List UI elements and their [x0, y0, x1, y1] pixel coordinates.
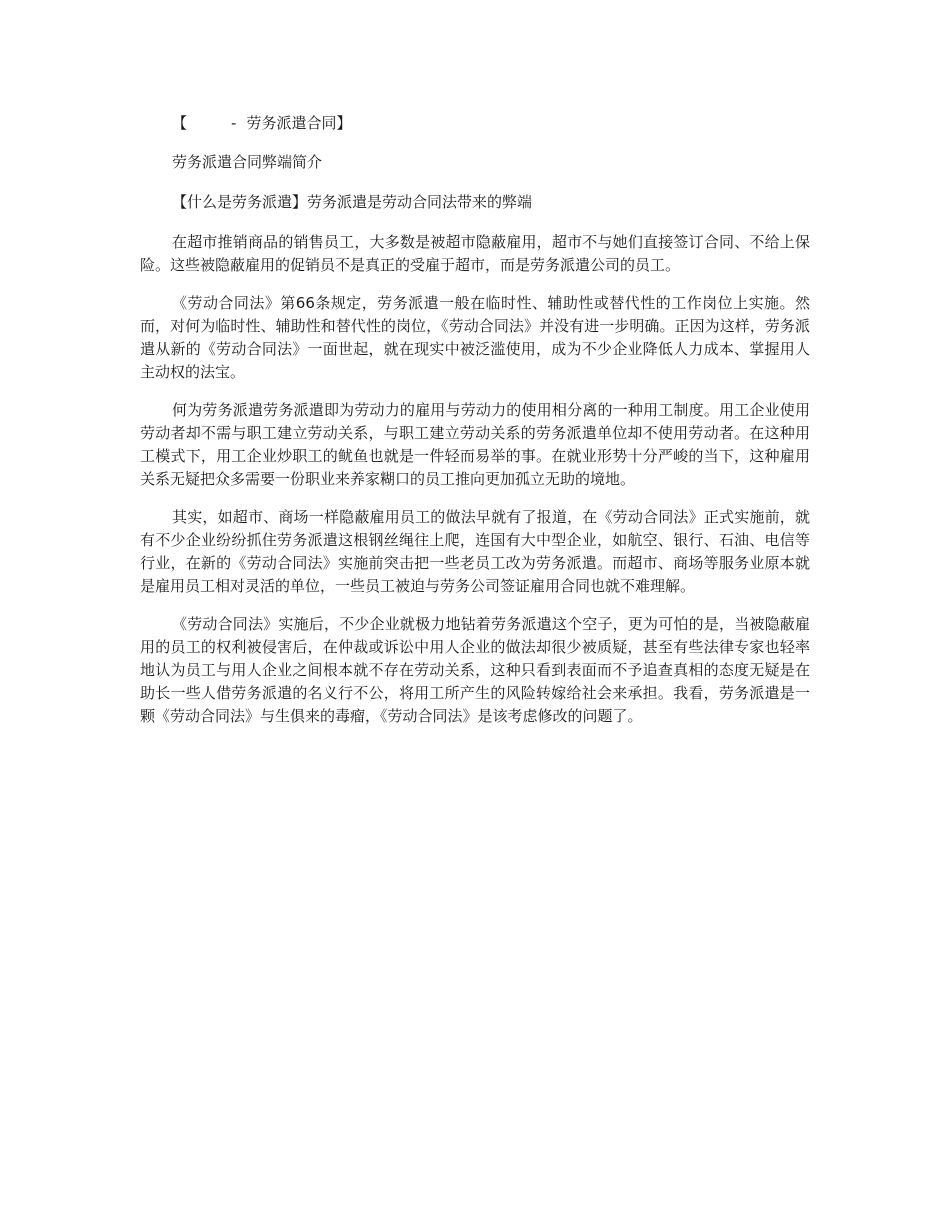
paragraph: 何为劳务派遣劳务派遣即为劳动力的雇用与劳动力的使用相分离的一种用工制度。用工企业使用劳动者却不需与职工建立劳动关系，与职工建立劳动关系的劳务派遣单位却不使用劳动者。在这种用工模式下，用工企业炒职工的鱿鱼也就是一件轻而易举的事。在就业形势十分严峻的当下，这种雇用关系无疑把众多需要一份职业来养家糊口的员工推向更加孤立无助的境地。: [140, 401, 810, 488]
paragraph: 在超市推销商品的销售员工，大多数是被超市隐蔽雇用，超市不与她们直接签订合同、不给上保险。这些被隐蔽雇用的促销员不是真正的受雇于超市，而是劳务派遣公司的员工。: [140, 233, 810, 274]
paragraph: 其实，如超市、商场一样隐蔽雇用员工的做法早就有了报道，在《劳动合同法》正式实施前，就有不少企业纷纷抓住劳务派遣这根钢丝绳往上爬，连国有大中型企业，如航空、银行、石油、电信等行业，在新的《劳动合同法》实施前突击把一些老员工改为劳务派遣。而超市、商场等服务业原本就是雇用员工相对灵活的单位，一些员工被迫与劳务公司签证雇用合同也就不难理解。: [140, 508, 810, 595]
heading-bracket: 【: [172, 114, 188, 132]
document-subtitle: 劳务派遣合同弊端简介: [172, 153, 323, 171]
section-heading: 【什么是劳务派遣】劳务派遣是劳动合同法带来的弊端: [172, 193, 533, 211]
paragraph: 《劳动合同法》第66条规定，劳务派遣一般在临时性、辅助性或替代性的工作岗位上实施。然而，对何为临时性、辅助性和替代性的岗位，《劳动合同法》并没有进一步明确。正因为这样，劳务派遣从新的《劳动合同法》一面世起，就在现实中被泛滥使用，成为不少企业降低人力成本、掌握用人主动权的法宝。: [140, 294, 810, 381]
document-heading: [140, 112, 810, 135]
paragraph: 《劳动合同法》实施后，不少企业就极力地钻着劳务派遣这个空子，更为可怕的是，当被隐蔽雇用的员工的权利被侵害后，在仲裁或诉讼中用人企业的做法却很少被质疑，甚至有些法律专家也轻率地认为员工与用人企业之间根本就不存在劳动关系，这种只看到表面而不予追查真相的态度无疑是在助长一些人借劳务派遣的名义行不公，将用工所产生的风险转嫁给社会来承担。我看，劳务派遣是一颗《劳动合同法》与生俱来的毒瘤，《劳动合同法》是该考虑修改的问题了。: [140, 615, 810, 725]
heading-title: 劳务派遣合同】: [246, 114, 352, 132]
heading-dash: -: [231, 114, 237, 132]
document-body: [140, 112, 810, 743]
